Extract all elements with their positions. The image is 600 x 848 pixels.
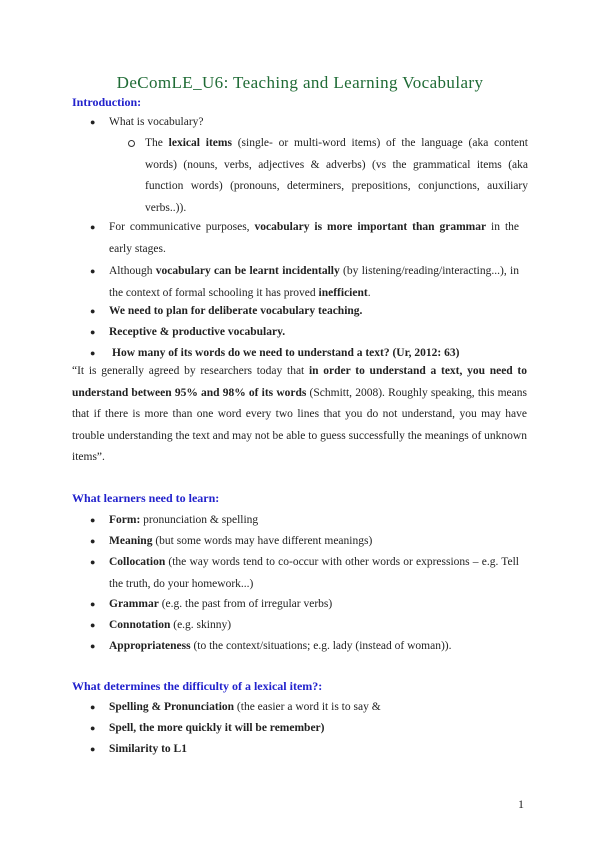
- intro-heading: Introduction:: [72, 95, 142, 109]
- bullet-icon: ●: [90, 117, 96, 127]
- quote-paragraph: “It is generally agreed by researchers today that in order to understand a text, you need to understand between 95% and 98% of its words (Schmitt, 2008). Roughly speaking, this means that if there is more than one word every two lines that you do not understand, you may have trouble understanding the text and may not be able to guess successfully the meanings of unknown items”.: [72, 365, 528, 463]
- bullet-icon: ●: [90, 641, 96, 651]
- bullet-icon: ●: [90, 515, 96, 525]
- bullet-icon: ●: [90, 266, 96, 276]
- bullet-icon: ●: [90, 723, 96, 733]
- bullet-icon: ●: [90, 744, 96, 754]
- bullet-icon: ●: [90, 536, 96, 546]
- bullet-icon: ●: [90, 702, 96, 712]
- learn-heading: What learners need to learn:: [72, 491, 220, 505]
- bullet-icon: ●: [90, 557, 96, 567]
- bullet-icon: ●: [90, 327, 96, 337]
- bullet-icon: ●: [90, 306, 96, 316]
- bullet-icon: ●: [90, 222, 96, 232]
- document-page: DeComLE_U6: Teaching and Learning Vocabulary Introduction: ● What is vocabulary? The lexical items (single- or multi-word items) of the language (aka content words) (nouns, verbs, adjectives & adverbs) (vs the grammatical items (aka function words) (pronouns, determiners, prepositions, conjunctions, auxiliary verbs..)). ● For communicative purposes, vocabulary is more important than grammar in the early stages. ● Although vocabulary can be learnt incidentally (by listening/reading/interacting...), in the context of formal schooling it has proved inefficient. ● We need to plan for deliberate vocabulary teaching. ● Receptive & productive vocabulary. ● How many of its words do we need to understand a text? (Ur, 2012: 63) “It is generally agreed by researchers today that in order to understand a text, you need to understand between 95% and 98% of its words (Schmitt, 2008). Roughly speaking, this means that if there is more than one word every two lines that you do not understand, you may have trouble understanding the text and may not be able to guess successfully the meanings of unknown items”. What learners need to learn: ● Form: pronunciation & spelling ● Meaning (but some words may have different meanings) ● Collocation (the way words tend to co-occur with other words or expressions – e.g. Tell the truth, do your homework...) ● Grammar (e.g. the past from of irregular verbs) ● Connotation (e.g. skinny) ● Appropriateness (to the context/situations; e.g. lady (instead of woman)). What determines the difficulty of a lexical item?: ● Spelling & Pronunciation (the easier a word it is to say & ● Spell, the more quickly it will be remember) ● Similarity to L1 1: [0, 0, 600, 848]
- bullet-icon: ●: [90, 620, 96, 630]
- page-title: DeComLE_U6: Teaching and Learning Vocabulary: [116, 73, 484, 92]
- page-number: 1: [518, 797, 524, 811]
- bullet-icon: ●: [90, 348, 96, 358]
- circle-bullet-icon: [128, 140, 135, 147]
- bullet-icon: ●: [90, 599, 96, 609]
- difficulty-heading: What determines the difficulty of a lexical item?:: [72, 679, 323, 693]
